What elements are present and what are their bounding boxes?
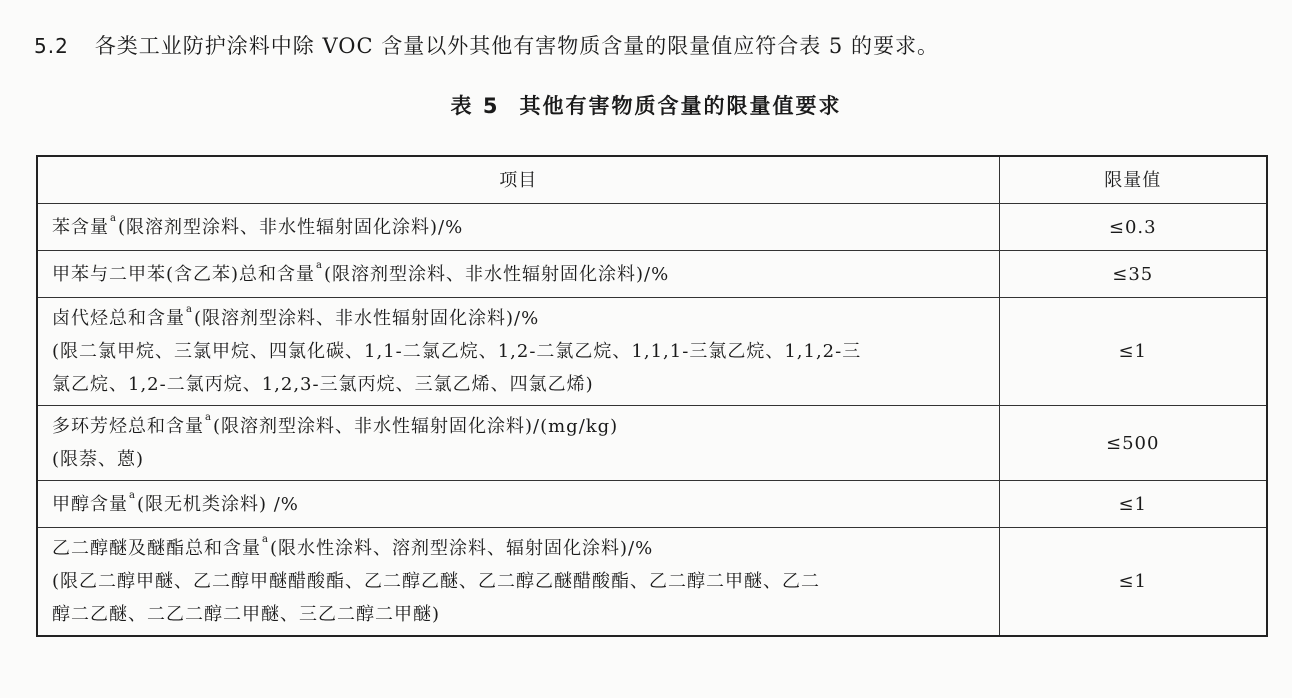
clause-text: 各类工业防护涂料中除 VOC 含量以外其他有害物质含量的限量值应符合表 5 的要求。 — [94, 34, 939, 58]
item-scope: (限溶剂型涂料、非水性辐射固化涂料)/(mg/kg) — [212, 416, 619, 437]
item-detail-line: 醇二乙醚、二乙二醇二甲醚、三乙二醇二甲醚) — [52, 604, 441, 625]
item-name: 乙二醇醚及醚酯总和含量 — [52, 538, 261, 559]
item-detail-line: (限乙二醇甲醚、乙二醇甲醚醋酸酯、乙二醇乙醚、乙二醇乙醚醋酸酯、乙二醇二甲醚、乙二 — [52, 571, 821, 592]
item-scope: (限溶剂型涂料、非水性辐射固化涂料)/% — [193, 308, 540, 329]
item-scope: (限水性涂料、溶剂型涂料、辐射固化涂料)/% — [269, 538, 654, 559]
item-cell — [37, 481, 999, 528]
footnote-marker: a — [186, 304, 193, 315]
item-name: 苯含量 — [52, 216, 109, 238]
item-cell — [37, 251, 999, 298]
footnote-marker: a — [262, 534, 269, 545]
item-main-line — [52, 410, 987, 443]
footnote-marker: a — [110, 212, 117, 224]
table-row — [37, 481, 1267, 528]
clause-number: 5.2 — [34, 34, 69, 58]
item-name: 甲醇含量 — [52, 493, 128, 515]
item-cell — [37, 298, 999, 406]
limit-cell: ≤0.3 — [999, 204, 1267, 251]
footnote-marker: a — [129, 489, 136, 501]
limits-table — [36, 155, 1268, 637]
item-main-line — [52, 258, 987, 291]
table-number: 表 5 — [450, 94, 500, 118]
item-cell — [37, 406, 999, 481]
table-row — [37, 528, 1267, 637]
item-main-line — [52, 302, 987, 335]
table-row — [37, 204, 1267, 251]
item-detail-line: (限萘、蒽) — [52, 449, 145, 470]
item-scope: (限溶剂型涂料、非水性辐射固化涂料)/% — [324, 263, 670, 285]
item-cell — [37, 204, 999, 251]
table-row — [37, 251, 1267, 298]
footnote-marker: a — [316, 259, 324, 271]
item-main-line — [52, 488, 987, 521]
item-scope: (限溶剂型涂料、非水性辐射固化涂料)/% — [117, 216, 464, 238]
limit-cell: ≤1 — [999, 481, 1267, 528]
clause-5-2 — [34, 30, 939, 60]
limit-cell: ≤1 — [999, 298, 1267, 406]
header-limit: 限量值 — [999, 156, 1267, 204]
item-name: 卤代烃总和含量 — [52, 308, 185, 329]
item-name: 甲苯与二甲苯(含乙苯)总和含量 — [52, 263, 316, 285]
table-header-row — [37, 156, 1267, 204]
item-main-line — [52, 532, 987, 565]
footnote-marker: a — [205, 412, 212, 423]
table-row — [37, 406, 1267, 481]
item-cell — [37, 528, 999, 637]
item-detail-line: (限二氯甲烷、三氯甲烷、四氯化碳、1,1-二氯乙烷、1,2-二氯乙烷、1,1,1-三氯乙烷、1,1,2-三 — [52, 341, 862, 362]
item-scope: (限无机类涂料) /% — [136, 493, 299, 515]
item-detail-line: 氯乙烷、1,2-二氯丙烷、1,2,3-三氯丙烷、三氯乙烯、四氯乙烯) — [52, 374, 594, 395]
table-row — [37, 298, 1267, 406]
limit-cell: ≤500 — [999, 406, 1267, 481]
item-main-line — [52, 211, 987, 244]
limit-cell: ≤1 — [999, 528, 1267, 637]
item-name: 多环芳烃总和含量 — [52, 416, 204, 437]
header-item: 项目 — [37, 156, 999, 204]
limit-cell: ≤35 — [999, 251, 1267, 298]
table-caption — [0, 90, 1292, 120]
table-title: 其他有害物质含量的限量值要求 — [519, 94, 842, 118]
